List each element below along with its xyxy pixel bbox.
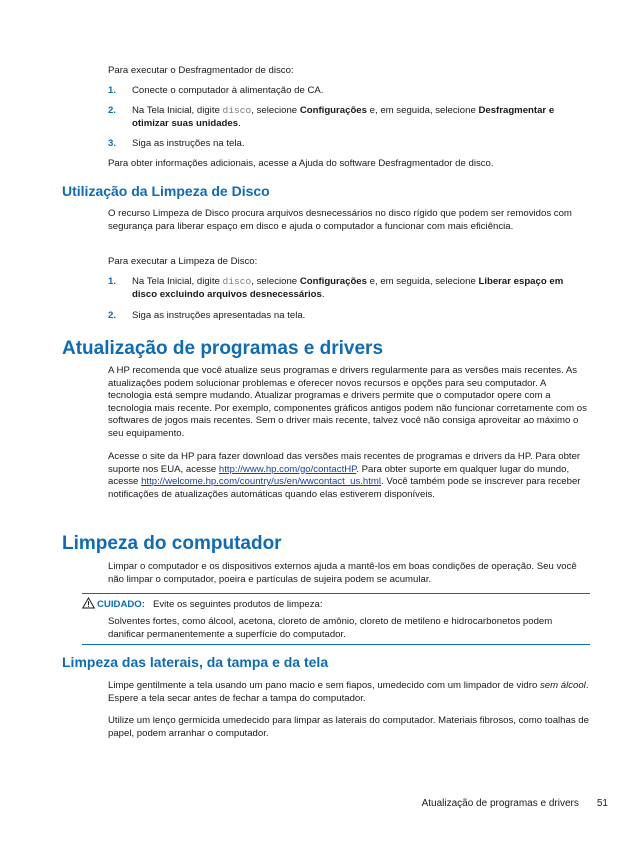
step-number: 2. bbox=[108, 310, 117, 321]
step-text: Siga as instruções apresentadas na tela. bbox=[132, 310, 306, 321]
cleanup-step-1 bbox=[108, 276, 590, 302]
warning-triangle-icon bbox=[82, 599, 97, 610]
bold-term: Configurações bbox=[299, 105, 367, 116]
defrag-more-info bbox=[108, 158, 590, 171]
caution-label: CUIDADO: bbox=[97, 599, 145, 610]
bold-term: Liberar espaço em disco excluindo arquivos desnecessários bbox=[132, 276, 564, 300]
cleanup-intro-text: Para executar a Limpeza de Disco: bbox=[108, 256, 258, 267]
cleaning-products-warning bbox=[108, 616, 590, 641]
step-number: 2. bbox=[108, 105, 117, 116]
sides-paragraph-2-text: Utilize um lenço germicida umedecido para limpar as laterais do computador. Materiais fibrosos, como toalhas de papel, podem arranhar o computador. bbox=[108, 715, 589, 739]
defrag-intro-text: Para executar o Desfragmentador de disco: bbox=[108, 65, 294, 76]
section-heading-cleaning: Limpeza do computador bbox=[62, 533, 282, 554]
contact-hp-link[interactable]: http://www.hp.com/go/contactHP bbox=[218, 463, 357, 475]
caution-bottom-rule bbox=[82, 644, 590, 645]
sides-paragraph-2 bbox=[108, 715, 590, 740]
page-footer bbox=[422, 798, 608, 810]
section-heading-disk-cleanup: Utilização da Limpeza de Disco bbox=[62, 183, 270, 199]
step-text: Na Tela Inicial, digite disco, selecione Configurações e, em seguida, selecione Desfragmentar e otimizar suas unidades. bbox=[132, 105, 555, 129]
bold-term: Configurações bbox=[299, 276, 367, 287]
caution-text: Evite os seguintes produtos de limpeza: bbox=[152, 599, 323, 610]
sides-paragraph-1-text: Limpe gentilmente a tela usando um pano macio e sem fiapos, umedecido com um limpador de vidro sem álcool. Espere a tela secar antes de fechar a tampa do computador. bbox=[108, 680, 589, 704]
update-paragraph-2 bbox=[108, 451, 590, 501]
update-paragraph-1 bbox=[108, 365, 590, 441]
cleaning-paragraph bbox=[108, 561, 590, 586]
section-heading-sides: Limpeza das laterais, da tampa e da tela bbox=[62, 654, 329, 670]
step-text: Na Tela Inicial, digite disco, selecione Configurações e, em seguida, selecione Liberar espaço em disco excluindo arquivos desnecessários. bbox=[132, 276, 564, 300]
code-term: disco bbox=[222, 105, 252, 116]
defrag-intro bbox=[108, 65, 590, 78]
cleaning-paragraph-text: Limpar o computador e os dispositivos externos ajuda a mantê-los em boas condições de operação. Seu você não limpar o computador, poeira e partículas de sujeira podem se acumular. bbox=[108, 561, 577, 585]
sides-paragraph-1 bbox=[108, 680, 590, 705]
code-term: disco bbox=[222, 276, 252, 287]
defrag-more-text: Para obter informações adicionais, acesse a Ajuda do software Desfragmentador de disco. bbox=[108, 158, 494, 169]
emphasis-term: sem álcool bbox=[539, 680, 586, 691]
caution-notice bbox=[82, 597, 590, 612]
step-number: 1. bbox=[108, 85, 117, 96]
defrag-step-2 bbox=[108, 105, 590, 131]
caution-top-rule bbox=[82, 593, 590, 594]
page-number: 51 bbox=[596, 798, 608, 809]
step-text: Siga as instruções na tela. bbox=[132, 138, 245, 149]
step-number: 1. bbox=[108, 276, 117, 287]
step-number: 3. bbox=[108, 138, 117, 149]
bold-term: Desfragmentar e otimizar suas unidades bbox=[132, 105, 555, 129]
update-paragraph-2-text: Acesse o site da HP para fazer download das versões mais recentes de programas e drivers da HP. Para obter suporte nos EUA, acesse http://www.hp.com/go/contactHP. Para obter suporte em qualquer lugar do mundo, acesse http://welcome.hp.com/country/us/en/wwcontact_us.html. Você também pode se inscrever para receber notificações de atualizações automáticas quando elas estiverem disponíveis. bbox=[108, 451, 581, 500]
cleaning-products-text: Solventes fortes, como álcool, acetona, cloreto de amônio, cloreto de metileno e hidrocarbonetos podem danificar permanentemente a superfície do computador. bbox=[108, 616, 553, 640]
update-paragraph-1-text: A HP recomenda que você atualize seus programas e drivers regularmente para as versões mais recentes. As atualizações podem solucionar problemas e oferecer novos recursos e opções para seu computador. A tecnologia está sempre mudando. Atualizar programas e drivers permite que o computador opere com a tecnologia mais recente. Por exemplo, componentes gráficos antigos podem não funcionar corretamente com os softwares de jogos mais recentes. Sem o driver mais recente, talvez você não consiga aproveitar ao máximo o seu equipamento. bbox=[108, 365, 587, 439]
cleanup-intro bbox=[108, 256, 590, 269]
step-text: Conecte o computador à alimentação de CA. bbox=[132, 85, 324, 96]
cleanup-paragraph bbox=[108, 208, 590, 233]
footer-title: Atualização de programas e drivers bbox=[421, 798, 579, 809]
cleanup-paragraph-text: O recurso Limpeza de Disco procura arquivos desnecessários no disco rígido que podem ser removidos com segurança para liberar espaço em disco e ajuda o computador a funcionar com mais eficiência. bbox=[108, 208, 572, 232]
worldwide-contact-link[interactable]: http://welcome.hp.com/country/us/en/wwcontact_us.html bbox=[141, 476, 382, 488]
section-heading-updates: Atualização de programas e drivers bbox=[62, 338, 384, 359]
